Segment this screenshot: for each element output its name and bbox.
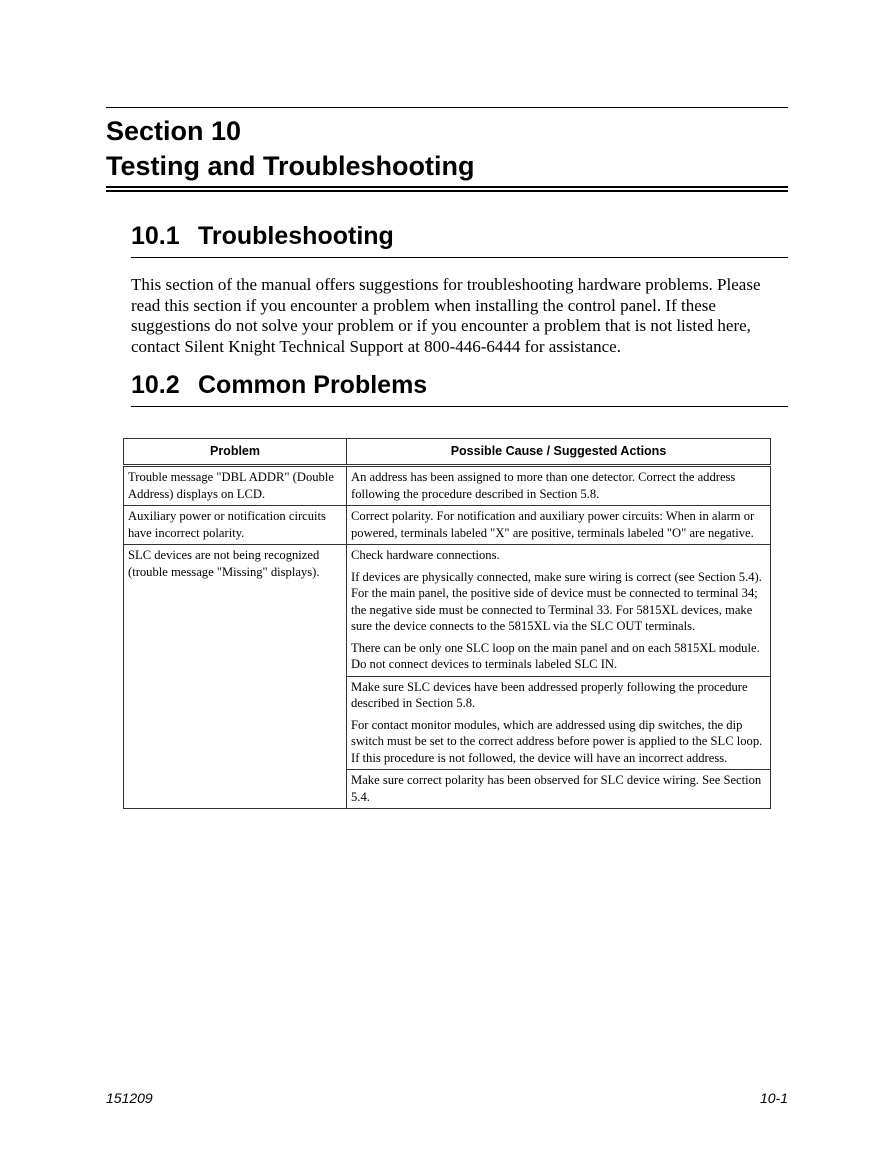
header-problem: Problem bbox=[124, 439, 347, 466]
section-number: Section 10 bbox=[106, 116, 242, 146]
footer-page-number: 10-1 bbox=[759, 1090, 788, 1106]
header-actions: Possible Cause / Suggested Actions bbox=[347, 439, 771, 466]
actions-cell bbox=[347, 676, 771, 770]
heading-10-1-title: Troubleshooting bbox=[198, 222, 394, 250]
section-title bbox=[106, 114, 474, 184]
actions-cell bbox=[347, 545, 771, 677]
action-text: There can be only one SLC loop on the main panel and on each 5815XL module. Do not connect devices to terminals labeled SLC IN. bbox=[351, 640, 760, 671]
action-text: For contact monitor modules, which are addressed using dip switches, the dip switch must be set to the correct address before power is applied to the SLC loop. If this procedure is not followed, the device will have an incorrect address. bbox=[351, 717, 763, 765]
intro-paragraph: This section of the manual offers suggestions for troubleshooting hardware problems. Please read this section if you encounter a problem when installing the control panel. If these suggestions do not solve your problem or if you encounter a problem that is not listed here, contact Silent Knight Technical Support at 800-446-6444 for assistance. bbox=[131, 275, 761, 356]
table-row bbox=[124, 466, 771, 506]
table-header-row bbox=[124, 439, 771, 466]
action-text: Make sure SLC devices have been addressed properly following the procedure described in Section 5.8. bbox=[351, 679, 748, 710]
heading-10-1-rule bbox=[131, 257, 788, 258]
common-problems-table bbox=[123, 438, 771, 809]
action-text: An address has been assigned to more than one detector. Correct the address following the procedure described in Section 5.8. bbox=[351, 470, 736, 501]
problem-cell: Trouble message "DBL ADDR" (Double Address) displays on LCD. bbox=[124, 466, 347, 506]
problem-cell: Auxiliary power or notification circuits have incorrect polarity. bbox=[124, 506, 347, 545]
heading-10-1 bbox=[131, 221, 394, 251]
table-row bbox=[124, 545, 771, 677]
title-rule-lower bbox=[106, 190, 788, 192]
action-text: If devices are physically connected, make sure wiring is correct (see Section 5.4). For the main panel, the positive side of device must be connected to terminal 34; the negative side must be connected to Terminal 33. For 5815XL devices, make sure the device connects to the 5815XL via the SLC OUT terminals. bbox=[351, 569, 762, 633]
actions-cell bbox=[347, 466, 771, 506]
table-row bbox=[124, 506, 771, 545]
action-text: Check hardware connections. bbox=[351, 548, 500, 562]
section-name: Testing and Troubleshooting bbox=[106, 151, 475, 181]
problem-cell: SLC devices are not being recognized (trouble message "Missing" displays). bbox=[124, 545, 347, 809]
action-text: Correct polarity. For notification and auxiliary power circuits: When in alarm or powered, terminals labeled "X" are positive, terminals labeled "O" are negative. bbox=[351, 509, 755, 540]
heading-10-2-rule bbox=[131, 406, 788, 407]
top-rule bbox=[106, 107, 788, 108]
heading-10-2-title: Common Problems bbox=[198, 371, 428, 399]
title-rule-upper bbox=[106, 186, 788, 188]
footer-doc-number: 151209 bbox=[106, 1090, 153, 1106]
actions-cell bbox=[347, 506, 771, 545]
actions-cell bbox=[347, 770, 771, 809]
action-text: Make sure correct polarity has been observed for SLC device wiring. See Section 5.4. bbox=[351, 773, 762, 804]
heading-10-2 bbox=[131, 370, 427, 400]
heading-10-1-number: 10.1 bbox=[131, 222, 180, 250]
heading-10-2-number: 10.2 bbox=[131, 371, 180, 399]
